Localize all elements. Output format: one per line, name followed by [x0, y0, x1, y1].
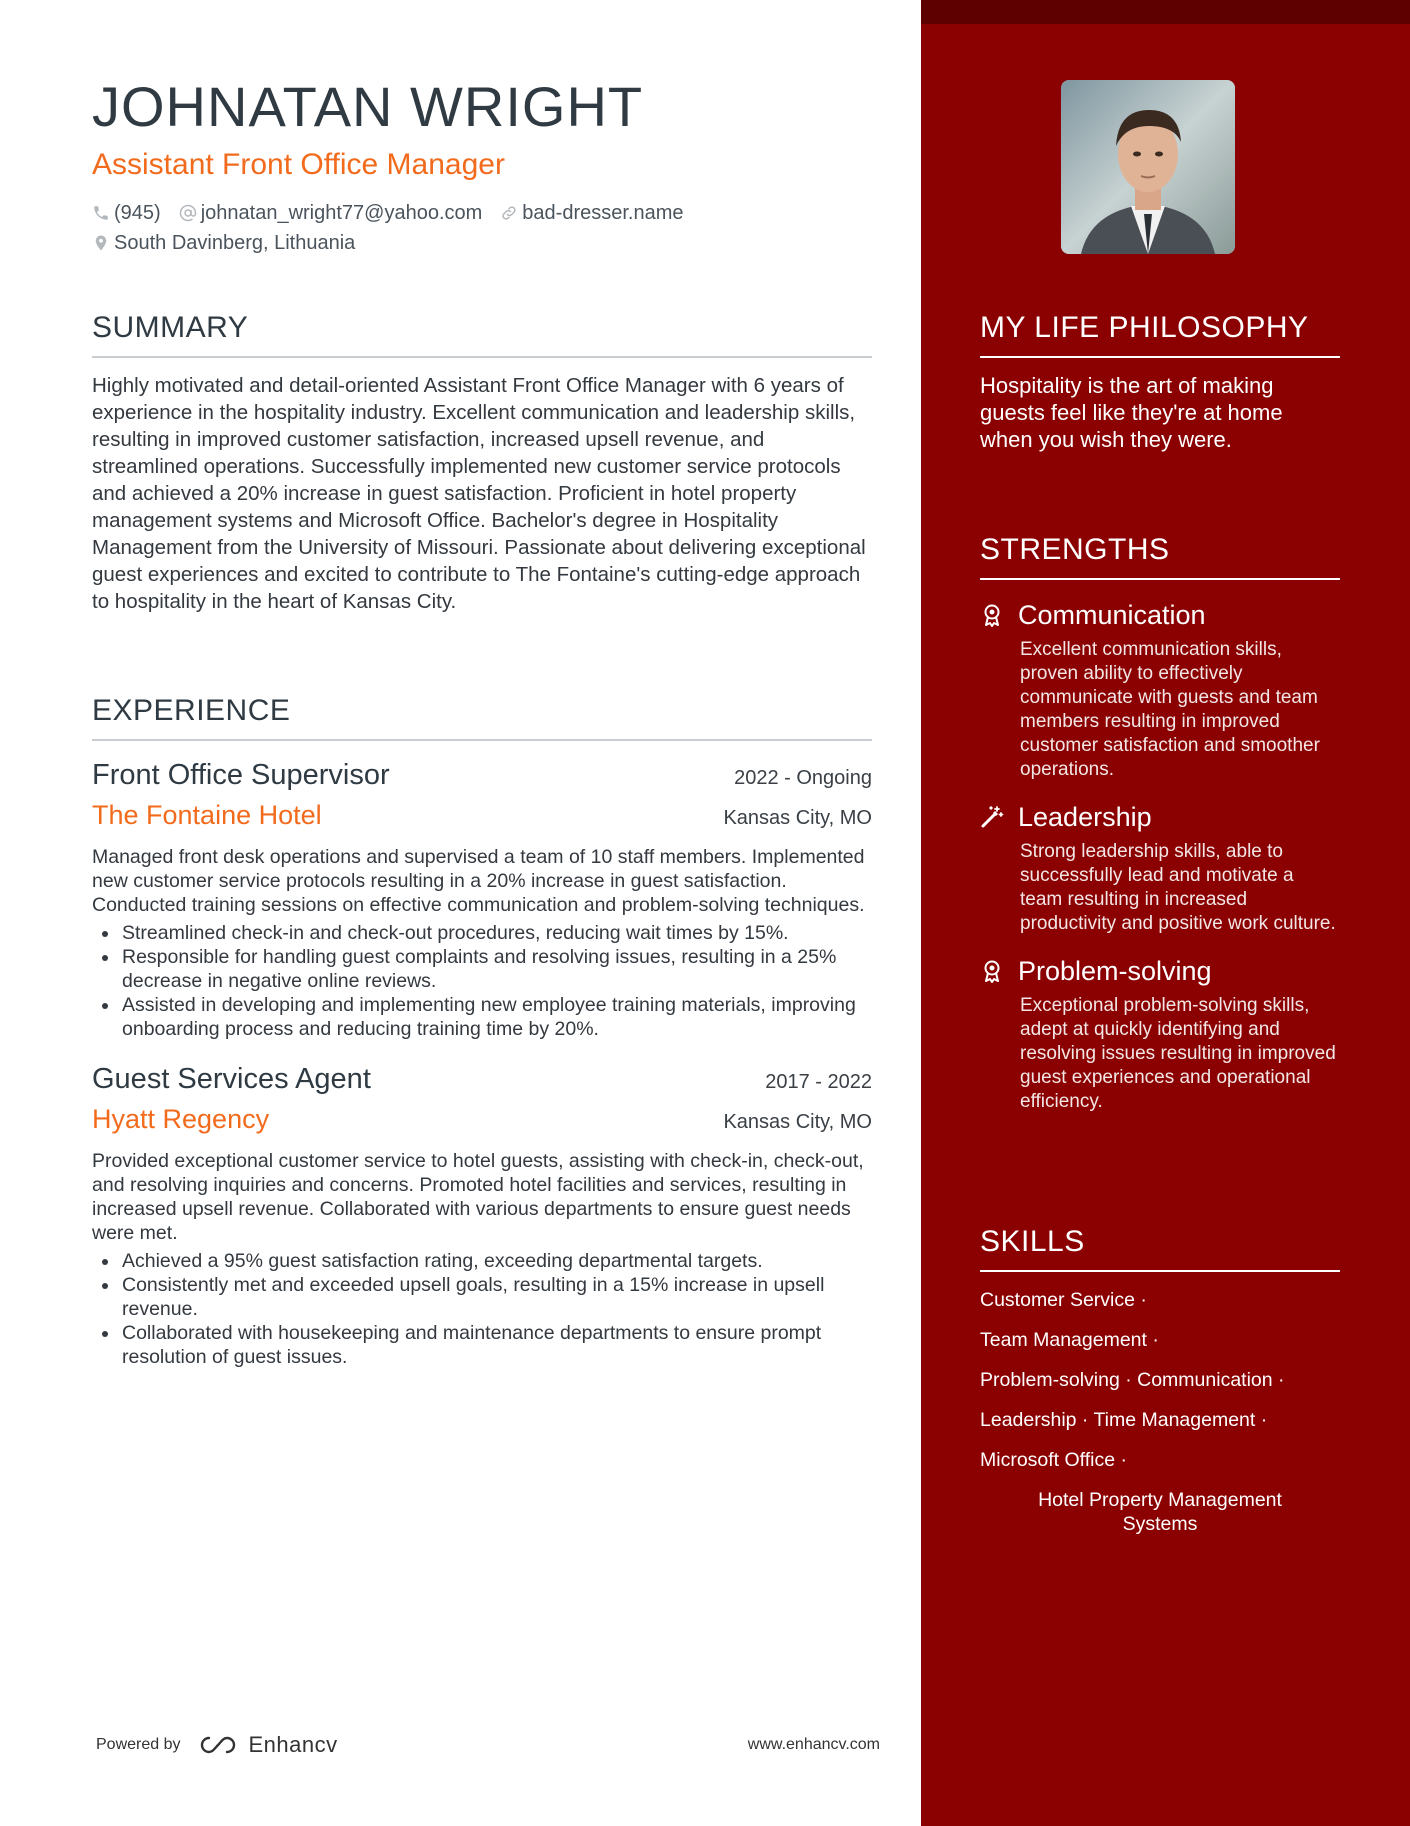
profile-photo — [1061, 80, 1235, 254]
award-ribbon-icon — [980, 603, 1004, 627]
footer-brand — [96, 1732, 338, 1758]
section-divider — [92, 356, 872, 358]
candidate-title: Assistant Front Office Manager — [92, 148, 505, 181]
brand-name: Enhancv — [248, 1732, 338, 1757]
contact-phone — [92, 198, 161, 228]
job-company: Hyatt Regency — [92, 1104, 270, 1134]
bullet-item: • Achieved a 95% guest satisfaction rating, exceeding departmental targets. — [120, 1249, 872, 1273]
bullet-item: • Streamlined check-in and check-out procedures, reducing wait times by 15%. — [120, 921, 872, 945]
resume-header — [92, 70, 872, 258]
experience-heading: EXPERIENCE — [92, 694, 291, 727]
profile-photo-image — [1061, 80, 1235, 254]
email-text: johnatan_wright77@yahoo.com — [200, 202, 483, 224]
contact-website[interactable] — [500, 198, 683, 228]
experience-section — [92, 691, 872, 1369]
bullet-item: • Collaborated with housekeeping and maintenance departments to ensure prompt resolution of guest issues. — [120, 1321, 872, 1369]
job-bullets — [92, 921, 872, 1041]
bullet-item: • Responsible for handling guest complaints and resolving issues, resulting in a 25% decrease in negative online reviews. — [120, 945, 872, 993]
job-location: Kansas City, MO — [723, 807, 872, 829]
experience-item — [92, 1059, 872, 1369]
skills-heading: SKILLS — [980, 1225, 1085, 1258]
bullet-item: • Assisted in developing and implementing new employee training materials, improving onboarding process and reducing training time by 20%. — [120, 993, 872, 1041]
summary-section — [92, 308, 872, 615]
strength-description: Strong leadership skills, able to successfully lead and motivate a team resulting in increased productivity and positive work culture. — [1020, 841, 1336, 934]
job-company: The Fontaine Hotel — [92, 800, 322, 830]
job-location: Kansas City, MO — [723, 1111, 872, 1133]
enhancv-logo[interactable] — [195, 1732, 338, 1758]
philosophy-heading: MY LIFE PHILOSOPHY — [980, 311, 1309, 344]
skills-list — [980, 1288, 1340, 1536]
contact-location — [92, 228, 355, 258]
location-text: South Davinberg, Lithuania — [114, 232, 356, 254]
bullet-item: • Consistently met and exceeded upsell goals, resulting in a 15% increase in upsell revenue. — [120, 1273, 872, 1321]
footer-url[interactable]: www.enhancv.com — [747, 1736, 880, 1753]
job-dates: 2017 - 2022 — [765, 1071, 872, 1093]
skill-row: Problem-solving · Communication · — [980, 1369, 1285, 1391]
award-ribbon-icon — [980, 959, 1004, 983]
strength-name: Problem-solving — [1018, 956, 1212, 986]
summary-text: Highly motivated and detail-oriented Assistant Front Office Manager with 6 years of experience in the hospitality industry. Excellent communication and leadership skills, resulting in improved customer satisfaction, increased upsell revenue, and streamlined operations. Successfully implemented new customer service protocols and achieved a 20% increase in guest satisfaction. Proficient in hotel property management systems and Microsoft Office. Bachelor's degree in Hospitality Management from the University of Missouri. Passionate about delivering exceptional guest experiences and excited to contribute to The Fontaine's cutting-edge approach to hospitality in the heart of Kansas City. — [92, 374, 866, 613]
job-dates: 2022 - Ongoing — [734, 767, 872, 789]
sidebar — [921, 0, 1410, 1826]
sidebar-top-bar — [921, 0, 1410, 24]
summary-heading: SUMMARY — [92, 311, 249, 344]
phone-icon — [92, 204, 110, 222]
strength-item — [980, 954, 1340, 1114]
philosophy-section — [980, 308, 1340, 453]
job-role: Guest Services Agent — [92, 1063, 371, 1095]
job-bullets — [92, 1249, 872, 1369]
strength-description: Excellent communication skills, proven ability to effectively communicate with guests and team members resulting in improved customer satisfaction and smoother operations. — [1020, 639, 1320, 780]
skills-section — [980, 1222, 1340, 1536]
strength-name: Communication — [1018, 600, 1206, 630]
job-description: Provided exceptional customer service to hotel guests, assisting with check-in, check-out, and resolving inquiries and concerns. Promoted hotel facilities and services, resulting in increased upsell revenue. Collaborated with various departments to ensure guest needs were met. — [92, 1150, 864, 1244]
candidate-name: JOHNATAN WRIGHT — [92, 75, 644, 138]
footer — [96, 1732, 880, 1758]
section-divider — [980, 356, 1340, 358]
job-role: Front Office Supervisor — [92, 759, 390, 791]
skill-row: Hotel Property Management Systems — [1038, 1489, 1282, 1535]
job-description: Managed front desk operations and supervised a team of 10 staff members. Implemented new customer service protocols resulting in a 20% increase in guest satisfaction. Conducted training sessions on effective communication and problem-solving techniques. — [92, 846, 865, 916]
skill-row: Customer Service · — [980, 1289, 1147, 1311]
skill-row: Leadership · Time Management · — [980, 1409, 1268, 1431]
strength-item — [980, 800, 1340, 936]
section-divider — [980, 1270, 1340, 1272]
skill-row: Microsoft Office · — [980, 1449, 1128, 1471]
contact-email[interactable] — [179, 198, 483, 228]
phone-text: (945) — [114, 202, 161, 224]
strength-description: Exceptional problem-solving skills, adept at quickly identifying and resolving issues resulting in improved guest experiences and operational efficiency. — [1020, 995, 1336, 1112]
enhancv-logo-icon — [195, 1733, 241, 1757]
experience-item — [92, 755, 872, 1041]
philosophy-text: Hospitality is the art of making guests feel like they're at home when you wish they were. — [980, 373, 1283, 452]
at-icon — [179, 204, 197, 222]
strength-name: Leadership — [1018, 802, 1152, 832]
link-icon — [500, 204, 518, 222]
location-pin-icon — [92, 234, 110, 252]
section-divider — [92, 739, 872, 741]
skill-row: Team Management · — [980, 1329, 1159, 1351]
strengths-heading: STRENGTHS — [980, 533, 1170, 566]
contact-info — [92, 198, 872, 258]
powered-by-label: Powered by — [96, 1736, 181, 1753]
website-text: bad-dresser.name — [522, 202, 684, 224]
strength-item — [980, 598, 1340, 782]
magic-wand-icon — [980, 805, 1004, 829]
section-divider — [980, 578, 1340, 580]
strengths-section — [980, 530, 1340, 1114]
